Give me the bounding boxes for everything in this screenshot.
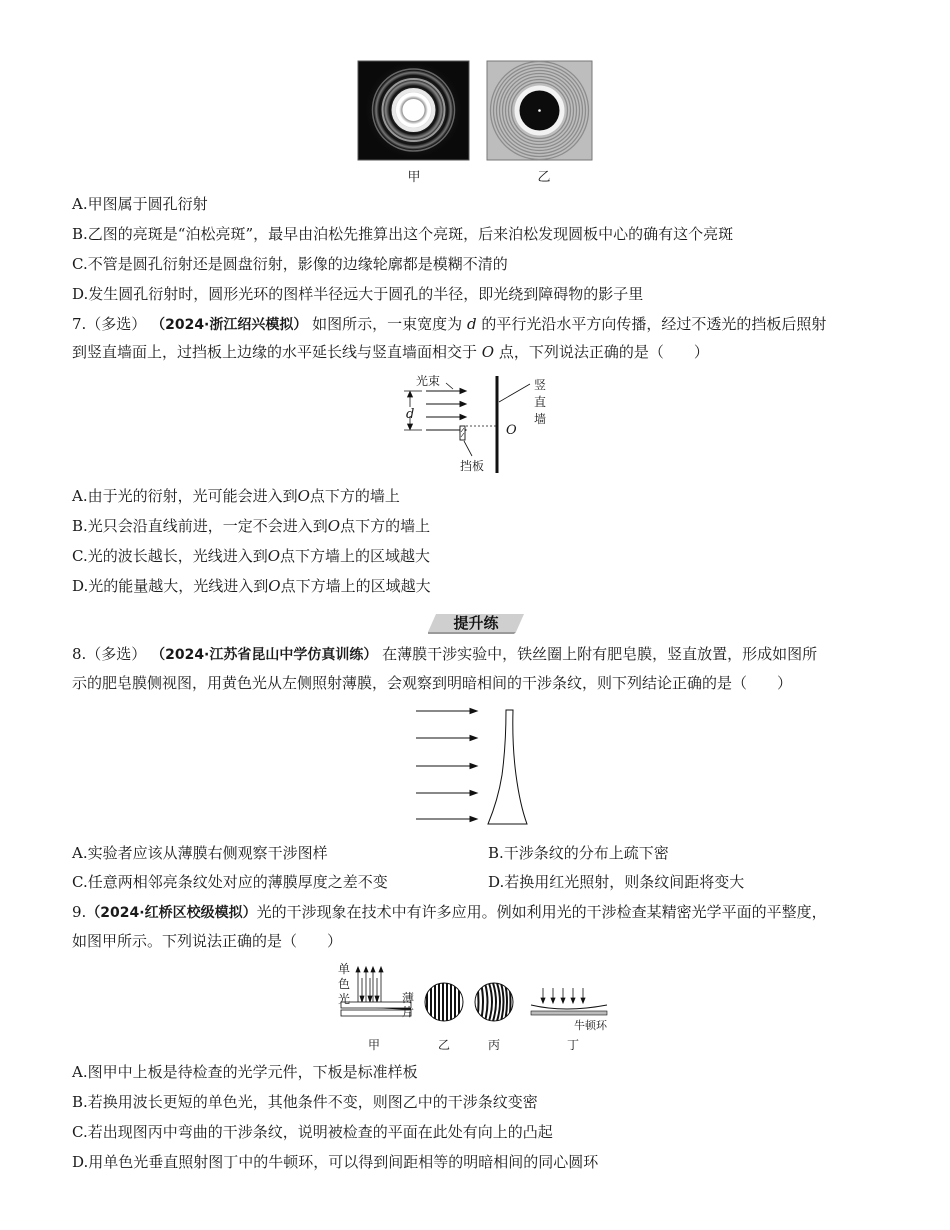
q7-option-d: D.光的能量越大，光线进入到O点下方墙上的区域越大 bbox=[72, 577, 431, 595]
q9-fig-newton-label: 牛顿环 bbox=[574, 1019, 607, 1032]
q6-option-a: A.甲图属于圆孔衍射 bbox=[72, 195, 208, 213]
q8-stem-line2: 示的肥皂膜侧视图，用黄色光从左侧照射薄膜，会观察到明暗相间的干涉条纹，则下列结论正确的是（ ） bbox=[72, 674, 793, 692]
var-d: d bbox=[466, 315, 477, 333]
q7-stem-line1: 7.（多选） （2024·浙江绍兴模拟） 如图所示，一束宽度为 d 的平行光沿水平方向传播，经过不透光的挡板后照射 bbox=[72, 315, 827, 333]
q7-source: （2024·浙江绍兴模拟） bbox=[151, 317, 308, 333]
diffraction-figure bbox=[357, 60, 597, 165]
q9-number: 9. bbox=[72, 903, 87, 921]
q9-caption-ding: 丁 bbox=[566, 1038, 579, 1052]
q9-option-d: D.用单色光垂直照射图丁中的牛顿环，可以得到间距相等的明暗相间的同心圆环 bbox=[72, 1153, 599, 1171]
q9-option-b: B.若换用波长更短的单色光，其他条件不变，则图乙中的干涉条纹变密 bbox=[72, 1093, 538, 1111]
fig6-caption-yi: 乙 bbox=[537, 170, 551, 185]
q8-number: 8.（多选） bbox=[72, 645, 147, 663]
q9-fig-thin-label-1: 薄 bbox=[402, 991, 415, 1005]
q7-fig-wall-label-3: 墙 bbox=[534, 412, 547, 426]
q9-stem-line1: 9.（2024·红桥区校级模拟）光的干涉现象在技术中有许多应用。例如利用光的干涉检查某精密光学平面的平整度， bbox=[72, 903, 827, 921]
q8-option-c: C.任意两相邻亮条纹处对应的薄膜厚度之差不变 bbox=[72, 873, 388, 891]
q7-option-b: B.光只会沿直线前进，一定不会进入到O点下方的墙上 bbox=[72, 517, 431, 535]
q6-option-d: D.发生圆孔衍射时，圆形光环的图样半径远大于圆孔的半径，即光绕到障碍物的影子里 bbox=[72, 285, 644, 303]
q7-option-a: A.由于光的衍射，光可能会进入到O点下方的墙上 bbox=[72, 487, 400, 505]
q6-option-b: B.乙图的亮斑是“泊松亮斑”，最早由泊松先推算出这个亮斑，后来泊松发现圆板中心的确有这个亮斑 bbox=[72, 225, 734, 243]
q9-option-a: A.图甲中上板是待检查的光学元件，下板是标准样板 bbox=[72, 1063, 418, 1081]
q9-fig-light-label-3: 光 bbox=[338, 992, 351, 1006]
q7-fig-wall-label-2: 直 bbox=[534, 395, 547, 409]
q7-fig-d-label: d bbox=[406, 407, 415, 422]
q9-option-c: C.若出现图丙中弯曲的干涉条纹，说明被检查的平面在此处有向上的凸起 bbox=[72, 1123, 553, 1141]
q9-fig-thin-label-2: 片 bbox=[402, 1005, 415, 1019]
q9-fig-light-label-1: 单 bbox=[338, 962, 351, 976]
q9-caption-bing: 丙 bbox=[487, 1038, 500, 1052]
q7-fig-board-label: 挡板 bbox=[460, 459, 485, 473]
q8-option-b: B.干涉条纹的分布上疏下密 bbox=[488, 844, 669, 862]
q9-stem-line2: 如图甲所示。下列说法正确的是（ ） bbox=[72, 932, 343, 950]
q8-source: （2024·江苏省昆山中学仿真训练） bbox=[151, 647, 378, 663]
q7-number: 7.（多选） bbox=[72, 315, 147, 333]
q6-option-c: C.不管是圆孔衍射还是圆盘衍射，影像的边缘轮廓都是模糊不清的 bbox=[72, 255, 508, 273]
q7-fig-beam-label: 光束 bbox=[416, 374, 441, 388]
section-banner bbox=[428, 612, 524, 634]
q7-stem-line2: 到竖直墙面上，过挡板上边缘的水平延长线与竖直墙面相交于 O 点，下列说法正确的是（ ） bbox=[72, 343, 709, 361]
q8-stem-line1: 8.（多选） （2024·江苏省昆山中学仿真训练） 在薄膜干涉实验中，铁丝圈上附有肥皂膜，竖直放置，形成如图所 bbox=[72, 645, 818, 663]
q8-option-d: D.若换用红光照射，则条纹间距将变大 bbox=[488, 873, 745, 891]
q8-option-a: A.实验者应该从薄膜右侧观察干涉图样 bbox=[72, 844, 328, 862]
q9-fig-light-label-2: 色 bbox=[338, 977, 351, 991]
q8-soap-film-figure bbox=[412, 705, 532, 830]
q9-source: （2024·红桥区校级模拟） bbox=[86, 905, 257, 921]
q7-fig-o-label: O bbox=[506, 423, 517, 438]
q7-option-c: C.光的波长越长，光线进入到O点下方墙上的区域越大 bbox=[72, 547, 431, 565]
q7-fig-wall-label-1: 竖 bbox=[534, 378, 547, 392]
fig6-caption-jia: 甲 bbox=[407, 170, 421, 185]
q9-caption-jia: 甲 bbox=[367, 1038, 380, 1052]
q9-caption-yi: 乙 bbox=[437, 1038, 450, 1052]
section-banner-title: 提升练 bbox=[453, 614, 499, 632]
